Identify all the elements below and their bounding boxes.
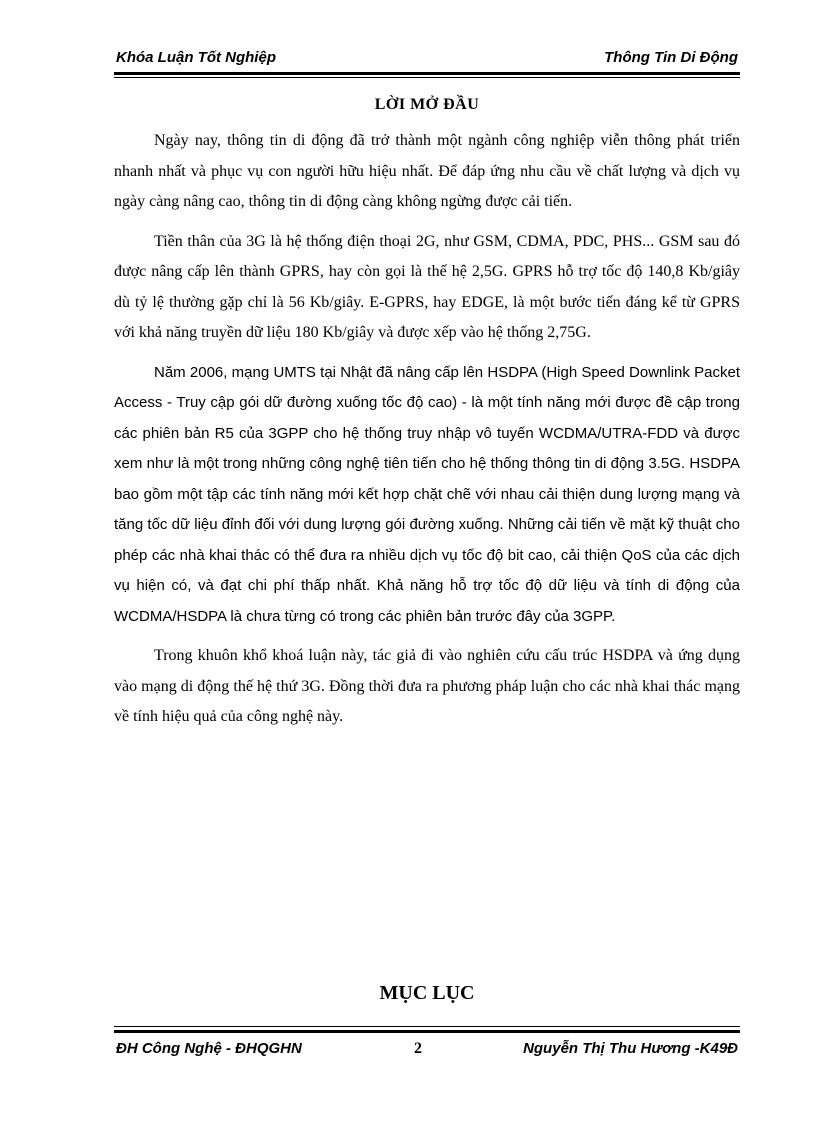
header-right-text: Thông Tin Di Động [604,49,738,66]
paragraph: Ngày nay, thông tin di động đã trở thành một ngành công nghiệp viễn thông phát triển nhanh nhất và phục vụ con người hữu hiệu nhất. Để đáp ứng nhu cầu về chất lượng và dịch vụ ngày càng nâng cao, thông tin di động càng không ngừng được cải tiến. [114,132,740,210]
page-header [114,46,740,70]
paragraph: Trong khuôn khổ khoá luận này, tác giả đi vào nghiên cứu cấu trúc HSDPA và ứng dụng vào mạng di động thế hệ thứ 3G. Đồng thời đưa ra phương pháp luận cho các nhà khai thác mạng về tính hiệu quả của công nghệ này. [114,647,740,725]
toc-title: MỤC LỤC [379,982,475,1004]
footer-right-text: Nguyễn Thị Thu Hương -K49Đ [523,1040,738,1057]
footer-left-text: ĐH Công Nghệ - ĐHQGHN [116,1040,302,1057]
paragraph: Năm 2006, mạng UMTS tại Nhật đã nâng cấp lên HSDPA (High Speed Downlink Packet Access - Truy cập gói dữ đường xuống tốc độ cao) - là một tính năng mới được đề cập trong các phiên bản R5 của 3GPP cho hệ thống truy nhập vô tuyến WCDMA/UTRA-FDD và được xem như là một trong những công nghệ tiên tiến cho hệ thống thông tin di động 3.5G. HSDPA bao gồm một tập các tính năng mới kết hợp chặt chẽ với nhau cải thiện dung lượng mạng và tăng tốc dữ liệu đỉnh đối với dung lượng gói đường xuống. Những cải tiến về mặt kỹ thuật cho phép các nhà khai thác có thể đưa ra nhiều dịch vụ tốc độ bit cao, cải thiện QoS của các dịch vụ hiện có, và đạt chi phí thấp nhất. Khả năng hỗ trợ tốc độ dữ liệu và tính di động của WCDMA/HSDPA là chưa từng có trong các phiên bản trước đây của 3GPP. [114,363,740,625]
footer-rule-thin [114,1026,740,1027]
page-number: 2 [414,1040,422,1057]
header-left-text: Khóa Luận Tốt Nghiệp [116,49,276,66]
header-rule-thin [114,77,740,78]
body-text [114,126,740,742]
header-rule-thick [114,72,740,75]
page-title: LỜI MỞ ĐẦU [374,96,480,113]
page-footer [114,1040,740,1064]
paragraph: Tiền thân của 3G là hệ thống điện thoại 2G, như GSM, CDMA, PDC, PHS... GSM sau đó được nâng cấp lên thành GPRS, hay còn gọi là thế hệ 2,5G. GPRS hỗ trợ tốc độ 140,8 Kb/giây dù tỷ lệ thường gặp chỉ là 56 Kb/giây. E-GPRS, hay EDGE, là một bước tiến đáng kể từ GPRS với khả năng truyền dữ liệu 180 Kb/giây và được xếp vào hệ thống 2,75G. [114,232,740,341]
footer-rule-thick [114,1030,740,1033]
